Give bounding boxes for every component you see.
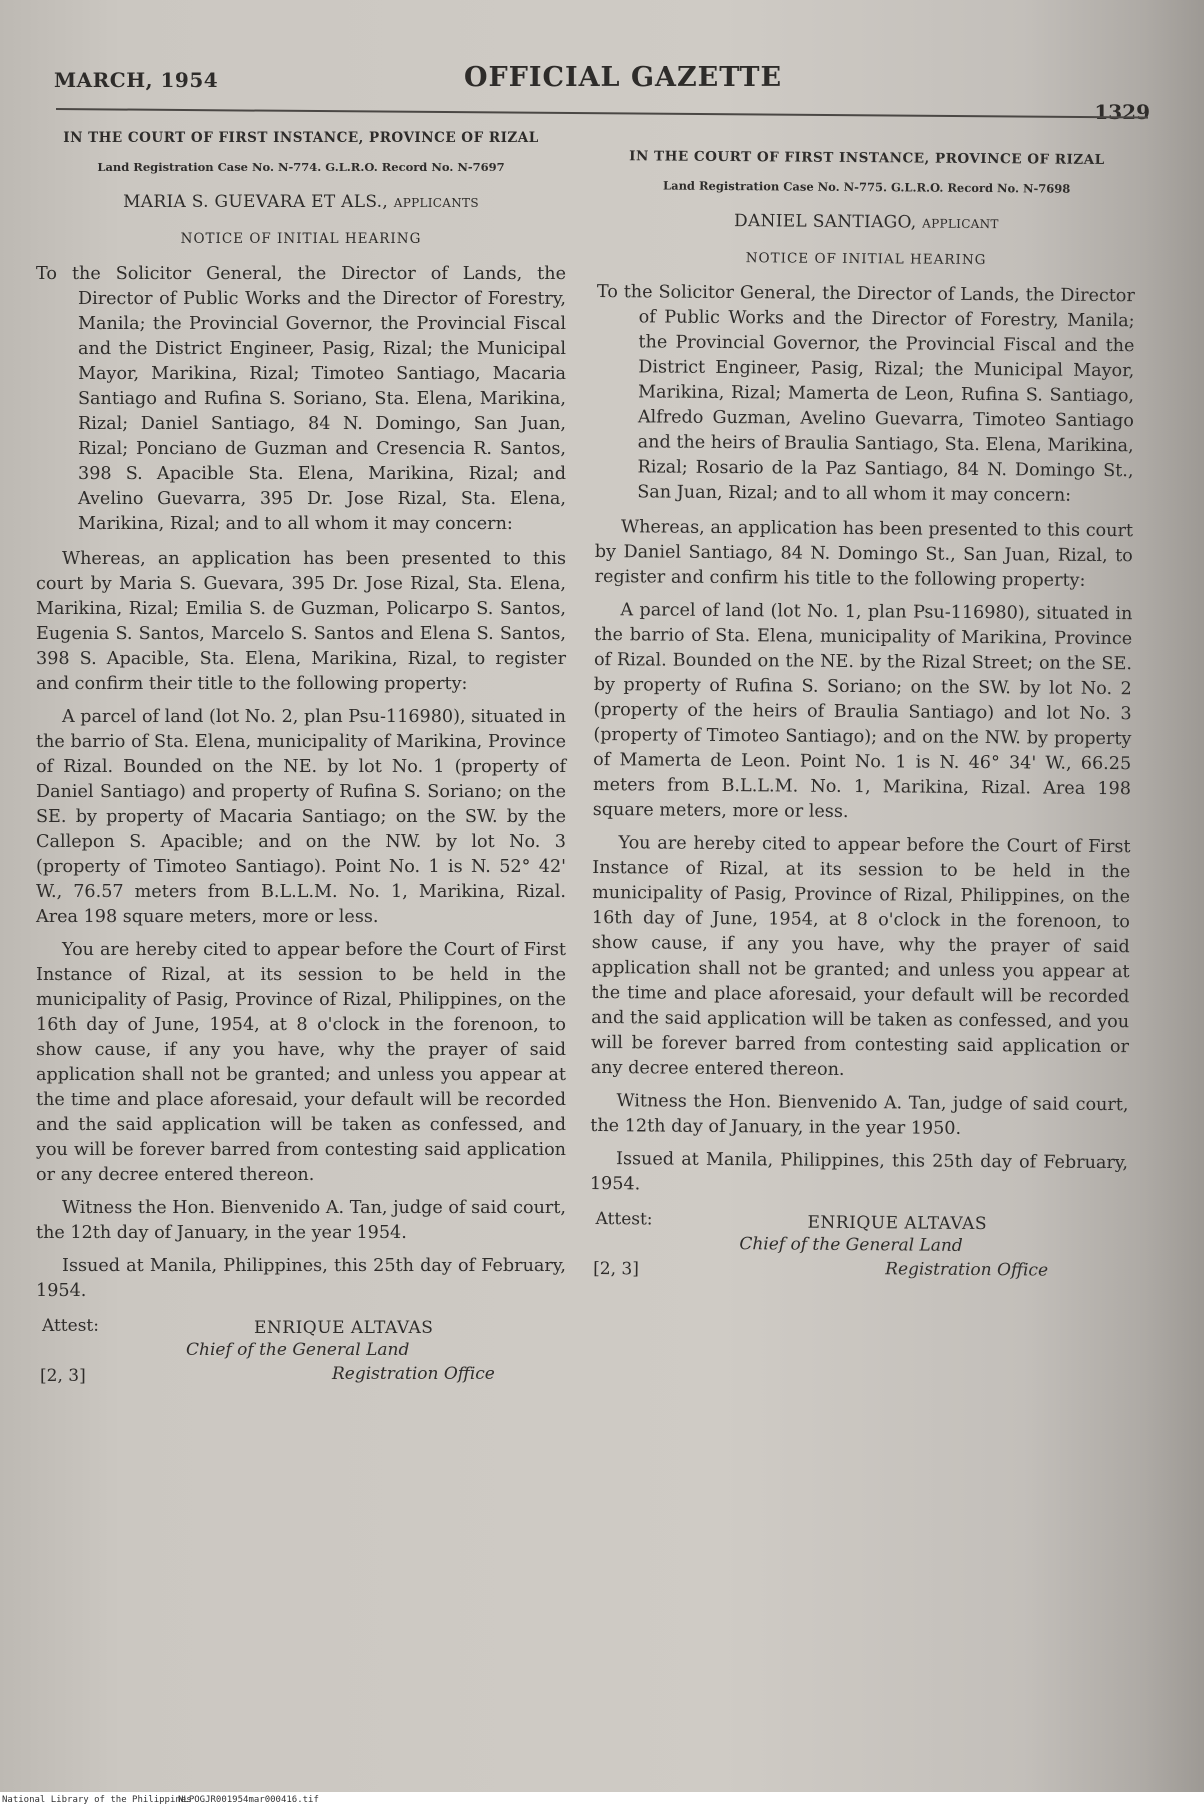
addressees-paragraph: To the Solicitor General, the Director of Lands, the Director of Public Works and the Director of Forestry, Manila; the Provincial Governor, the Provincial Fiscal and the District Engineer, Pasig, Rizal; the Municipal Mayor, Marikina, Rizal; Timoteo Santiago, Macaria Santiago and Rufina S. Soriano, Sta. Elena, Marikina, Rizal; Daniel Santiago, 84 N. Domingo, San Juan, Rizal; Ponciano de Guzman and Cresencia R. Santos, 398 S. Apacible Sta. Elena, Marikina, Rizal; and Avelino Guevarra, 395 Dr. Jose Rizal, Sta. Elena, Marikina, Rizal; and to all whom it may concern: [36, 264, 566, 534]
issue-numbers: [2, 3] [40, 1366, 86, 1386]
notice-heading: NOTICE OF INITIAL HEARING [180, 231, 422, 247]
issued-paragraph: Issued at Manila, Philippines, this 25th day of February, 1954. [36, 1256, 566, 1301]
officer-name: ENRIQUE ALTAVAS [807, 1212, 988, 1235]
citation-paragraph: You are hereby cited to appear before the Court of First Instance of Rizal, at its session to be held in the municipality of Pasig, Province of Rizal, Philippines, on the 16th day of June, 1954, at 8 o'clock in the forenoon, to show cause, if any you have, why the prayer of said application shall not be granted; and unless you appear at the time and place aforesaid, your default will be recorded and the said application will be taken as confessed, and you will be forever barred from contesting said application or any decree entered thereon. [590, 833, 1131, 1080]
court-heading: IN THE COURT OF FIRST INSTANCE, PROVINCE OF RIZAL [629, 148, 1105, 168]
notice-heading: NOTICE OF INITIAL HEARING [745, 250, 987, 269]
scan-footer [0, 1792, 1204, 1808]
signature-block [589, 1207, 1128, 1291]
applicants-line: MARIA S. GUEVARA ET ALS., applicants [123, 192, 479, 212]
parcel-paragraph: A parcel of land (lot No. 1, plan Psu-116980), situated in the barrio of Sta. Elena, municipality of Marikina, Province of Rizal. Bounded on the NE. by the Rizal Street; on the SE. by property of Rufina S. Soriano; on the SW. by lot No. 2 (property of the heirs of Braulia Santiago) and lot No. 3 (property of Timoteo Santiago); and on the NW. by property of Mamerta de Leon. Point No. 1 is N. 46° 34' W., 66.25 meters from B.L.L.M. No. 1, Marikina, Rizal. Area 198 square meters, more or less. [592, 600, 1133, 822]
footer-file: NLPOGJR001954mar000416.tif [178, 1795, 319, 1805]
court-heading: IN THE COURT OF FIRST INSTANCE, PROVINCE OF RIZAL [63, 130, 539, 146]
officer-title-line2: Registration Office [332, 1364, 495, 1384]
case-number: Land Registration Case No. N-774. G.L.R.O. Record No. N-7697 [97, 160, 505, 174]
whereas-paragraph: Whereas, an application has been presented to this court by Maria S. Guevara, 395 Dr. Jose Rizal, Sta. Elena, Marikina, Rizal; Emilia S. de Guzman, Policarpo S. Santos, Eugenia S. Santos, Marcelo S. Santos and Elena S. Santos, 398 S. Apacible, Sta. Elena, Marikina, Rizal, to register and confirm their title to the following property: [36, 549, 566, 694]
page-number: 1329 [1094, 100, 1150, 124]
header-date: MARCH, 1954 [54, 68, 219, 92]
officer-title-line1: Chief of the General Land [186, 1340, 410, 1360]
page-header [54, 62, 1150, 124]
signature-block [36, 1314, 566, 1394]
case-number: Land Registration Case No. N-775. G.L.R.O. Record No. N-7698 [663, 178, 1071, 196]
whereas-paragraph: Whereas, an application has been presented to this court by Daniel Santiago, 84 N. Domingo St., San Juan, Rizal, to register and confirm his title to the following property: [594, 517, 1134, 591]
parcel-paragraph: A parcel of land (lot No. 2, plan Psu-116980), situated in the barrio of Sta. Elena, municipality of Marikina, Province of Rizal. Bounded on the NE. by lot No. 1 (property of Daniel Santiago) and property of Rufina S. Soriano; on the SE. by property of Macaria Santiago; on the SW. by the Callepon S. Apacible; and on the NW. by lot No. 3 (property of Timoteo Santiago). Point No. 1 is N. 52° 42' W., 76.57 meters from B.L.L.M. No. 1, Marikina, Rizal. Area 198 square meters, more or less. [36, 707, 566, 927]
applicants-line: DANIEL SANTIAGO, applicant [733, 211, 999, 234]
attest-label: Attest: [42, 1316, 99, 1336]
witness-paragraph: Witness the Hon. Bienvenido A. Tan, judge of said court, the 12th day of January, in the year 1950. [590, 1091, 1129, 1139]
header-rule [56, 108, 1148, 119]
citation-paragraph: You are hereby cited to appear before the Court of First Instance of Rizal, at its session to be held in the municipality of Pasig, Province of Rizal, Philippines, on the 16th day of June, 1954, at 8 o'clock in the forenoon, to show cause, if any you have, why the prayer of said application shall not be granted; and unless you appear at the time and place aforesaid, your default will be recorded and the said application will be taken as confessed, and you will be forever barred from contesting said application or any decree entered thereon. [36, 940, 566, 1185]
footer-library: National Library of the Philippines [2, 1795, 192, 1805]
notice-column-right [589, 148, 1136, 1291]
officer-title-line1: Chief of the General Land [739, 1234, 963, 1256]
witness-paragraph: Witness the Hon. Bienvenido A. Tan, judge of said court, the 12th day of January, in the year 1954. [36, 1198, 566, 1243]
issue-numbers: [2, 3] [593, 1258, 639, 1280]
officer-title-line2: Registration Office [885, 1259, 1049, 1281]
addressees-paragraph: To the Solicitor General, the Director of Lands, the Director of Public Works and the Director of Forestry, Manila; the Provincial Governor, the Provincial Fiscal and the District Engineer, Pasig, Rizal; the Municipal Mayor, Marikina, Rizal; Mamerta de Leon, Rufina S. Santiago, Alfredo Guzman, Avelino Guevarra, Timoteo Santiago and the heirs of Braulia Santiago, Sta. Elena, Marikina, Rizal; Rosario de la Paz Santiago, 84 N. Domingo St., San Juan, Rizal; and to all whom it may concern: [596, 281, 1135, 506]
notice-column-left [36, 130, 566, 1394]
header-title: OFFICIAL GAZETTE [464, 62, 783, 93]
attest-label: Attest: [595, 1209, 653, 1230]
officer-name: ENRIQUE ALTAVAS [254, 1318, 434, 1338]
issued-paragraph: Issued at Manila, Philippines, this 25th day of February, 1954. [589, 1149, 1129, 1195]
